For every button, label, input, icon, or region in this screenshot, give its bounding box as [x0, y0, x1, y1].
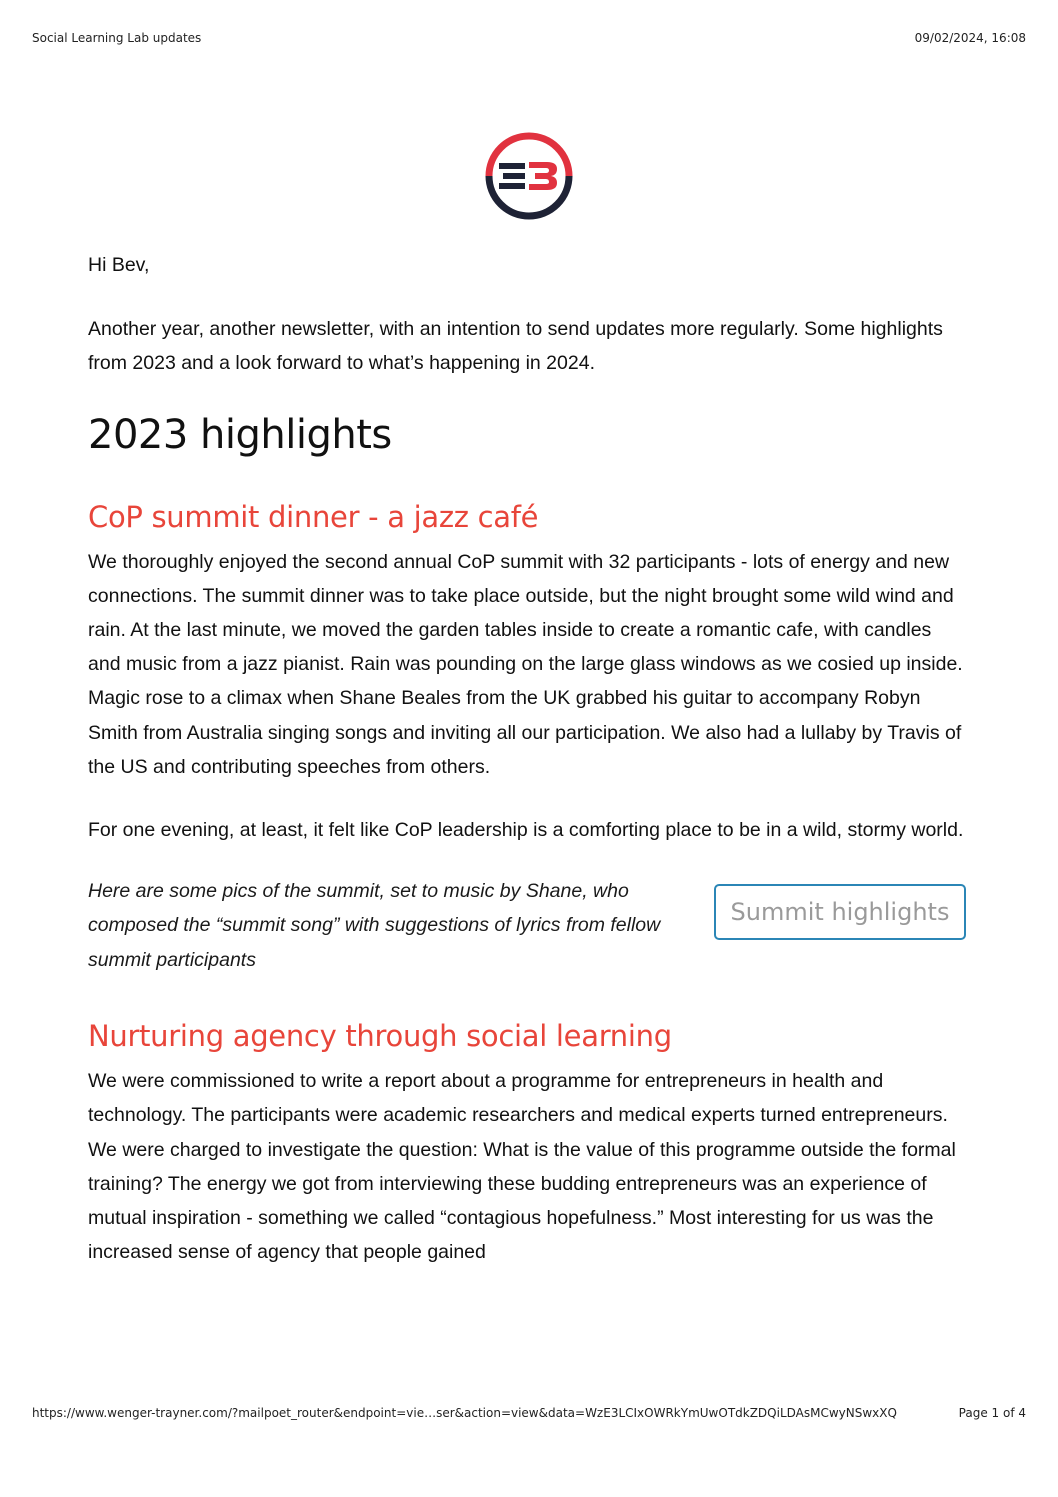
summit-highlights-button[interactable]: Summit highlights [714, 884, 966, 940]
logo-mark-icon [485, 132, 573, 220]
intro-paragraph: Another year, another newsletter, with an intention to send updates more regularly. Some highlights from 2023 and a look forward to what’s happening in 2024. [88, 318, 943, 375]
summit-paragraph-1: We thoroughly enjoyed the second annual CoP summit with 32 participants - lots of energy and new connections. The summit dinner was to take place outside, but the night brought some wild wind and rain. At the last minute, we moved the garden tables inside to create a romantic cafe, with candles and music from a jazz pianist. Rain was pounding on the large glass windows as we cosied up inside. Magic rose to a climax when Shane Beales from the UK grabbed his guitar to accompany Robyn Smith from Australia singing songs and inviting all our participation. We also had a lullaby by Travis of the US and contributing speeches from others. [88, 550, 963, 778]
print-footer-page-number: Page 1 of 4 [958, 1406, 1026, 1420]
newsletter-body [88, 248, 968, 1269]
print-footer-url[interactable]: https://www.wenger-trayner.com/?mailpoet_router&endpoint=vie…ser&action=view&data=WzE3LCIxOWRkYmUwOTdkZDQiLDAsMCwyNSwxXQ [32, 1406, 897, 1420]
greeting: Hi Bev, [88, 254, 150, 276]
summit-media-row [88, 874, 968, 978]
page-heading: 2023 highlights [88, 411, 392, 458]
print-header [32, 31, 1026, 47]
section-title-summit: CoP summit dinner - a jazz café [88, 499, 539, 534]
print-footer [32, 1406, 1026, 1422]
print-header-datetime: 09/02/2024, 16:08 [914, 31, 1026, 45]
summit-caption: Here are some pics of the summit, set to music by Shane, who composed the “summit song” with suggestions of lyrics from fellow summit participants [88, 880, 661, 971]
section-title-agency: Nurturing agency through social learning [88, 1019, 672, 1054]
summit-paragraph-2: For one evening, at least, it felt like CoP leadership is a comforting place to be in a wild, stormy world. [88, 819, 964, 842]
print-header-title: Social Learning Lab updates [32, 31, 202, 45]
newsletter-logo [485, 132, 573, 220]
agency-paragraph-1: We were commissioned to write a report about a programme for entrepreneurs in health and technology. The participants were academic researchers and medical experts turned entrepreneurs. We were charged to investigate the question: What is the value of this programme outside the formal training? The energy we got from interviewing these budding entrepreneurs was an experience of mutual inspiration - something we called “contagious hopefulness.” Most interesting for us was the increased sense of agency that people gained [88, 1070, 956, 1264]
